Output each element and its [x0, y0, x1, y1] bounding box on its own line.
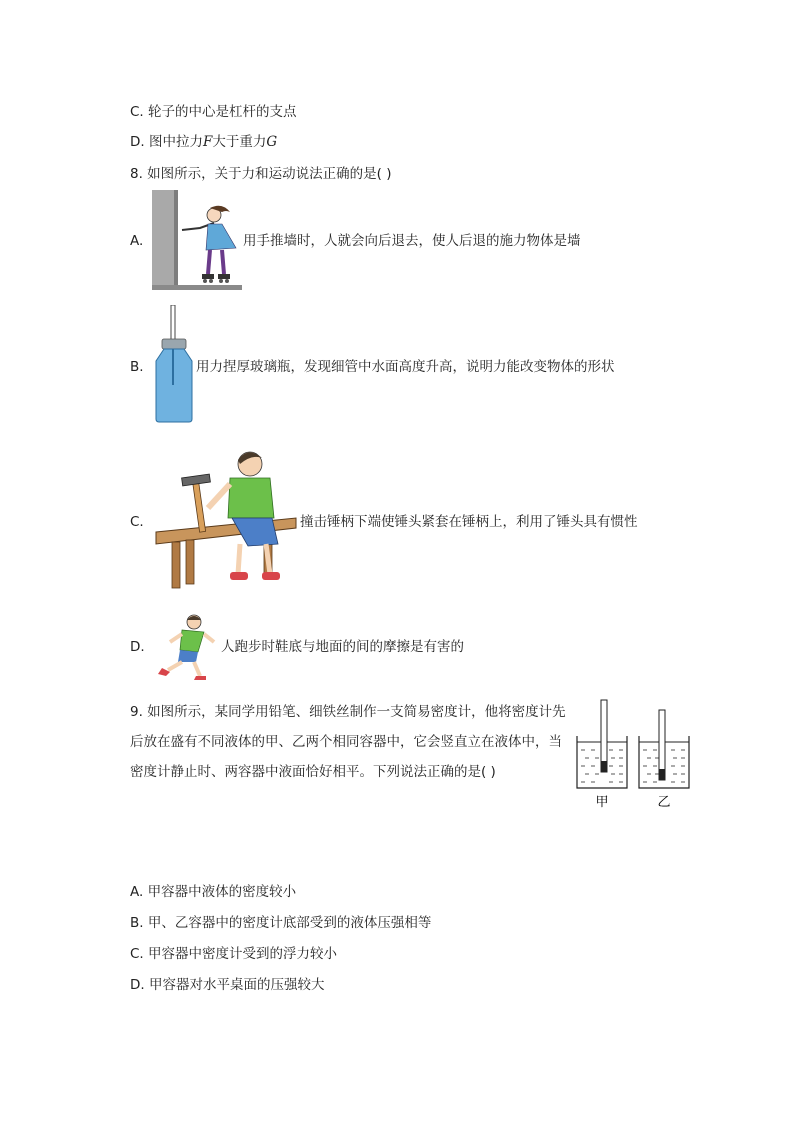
- q7-option-c: C. 轮子的中心是杠杆的支点: [130, 104, 297, 120]
- q8-option-b-label: B.: [130, 359, 144, 375]
- q8-stem: 8. 如图所示，关于力和运动说法正确的是( ): [130, 166, 392, 182]
- girl-pushing-wall-figure: [152, 190, 242, 290]
- density-meter-containers-figure: [575, 698, 695, 810]
- glass-bottle-with-tube-figure: [152, 305, 196, 423]
- q7-option-d-mid: 大于重力: [212, 134, 267, 150]
- q8-option-d-text: 人跑步时鞋底与地面的间的摩擦是有害的: [221, 639, 464, 655]
- q8-option-c-text: 撞击锤柄下端使锤头紧套在锤柄上，利用了锤头具有惯性: [300, 514, 638, 530]
- running-boy-figure: [152, 612, 220, 682]
- q9-option-a: A. 甲容器中液体的密度较小: [130, 884, 297, 900]
- q7-option-d: [130, 132, 277, 152]
- container-jia-label: 甲: [595, 795, 609, 810]
- q9-option-b: B. 甲、乙容器中的密度计底部受到的液体压强相等: [130, 915, 432, 931]
- q8-option-c-label: C.: [130, 514, 144, 530]
- q8-option-a-label: A.: [130, 233, 144, 249]
- container-yi-label: 乙: [657, 795, 671, 810]
- q7-option-d-prefix: D. 图中拉力: [130, 134, 203, 150]
- q9-stem: 9. 如图所示，某同学用铅笔、细铁丝制作一支简易密度计，他将密度计先后放在盛有不同液体的甲、乙两个相同容器中，它会竖直立在液体中，当密度计静止时、两容器中液面恰好相平。下列说法正确的是( ): [130, 704, 566, 780]
- gravity-g-symbol: G: [266, 134, 278, 150]
- q9-option-d: D. 甲容器对水平桌面的压强较大: [130, 977, 325, 993]
- q8-option-b-text: 用力捏厚玻璃瓶，发现细管中水面高度升高，说明力能改变物体的形状: [196, 359, 615, 375]
- q8-option-a-text: 用手推墙时，人就会向后退去，使人后退的施力物体是墙: [243, 233, 581, 249]
- q8-option-d-label: D.: [130, 639, 145, 655]
- man-hammer-bench-figure: [152, 448, 300, 592]
- q9-option-c: C. 甲容器中密度计受到的浮力较小: [130, 946, 338, 962]
- force-f-symbol: F: [202, 134, 213, 150]
